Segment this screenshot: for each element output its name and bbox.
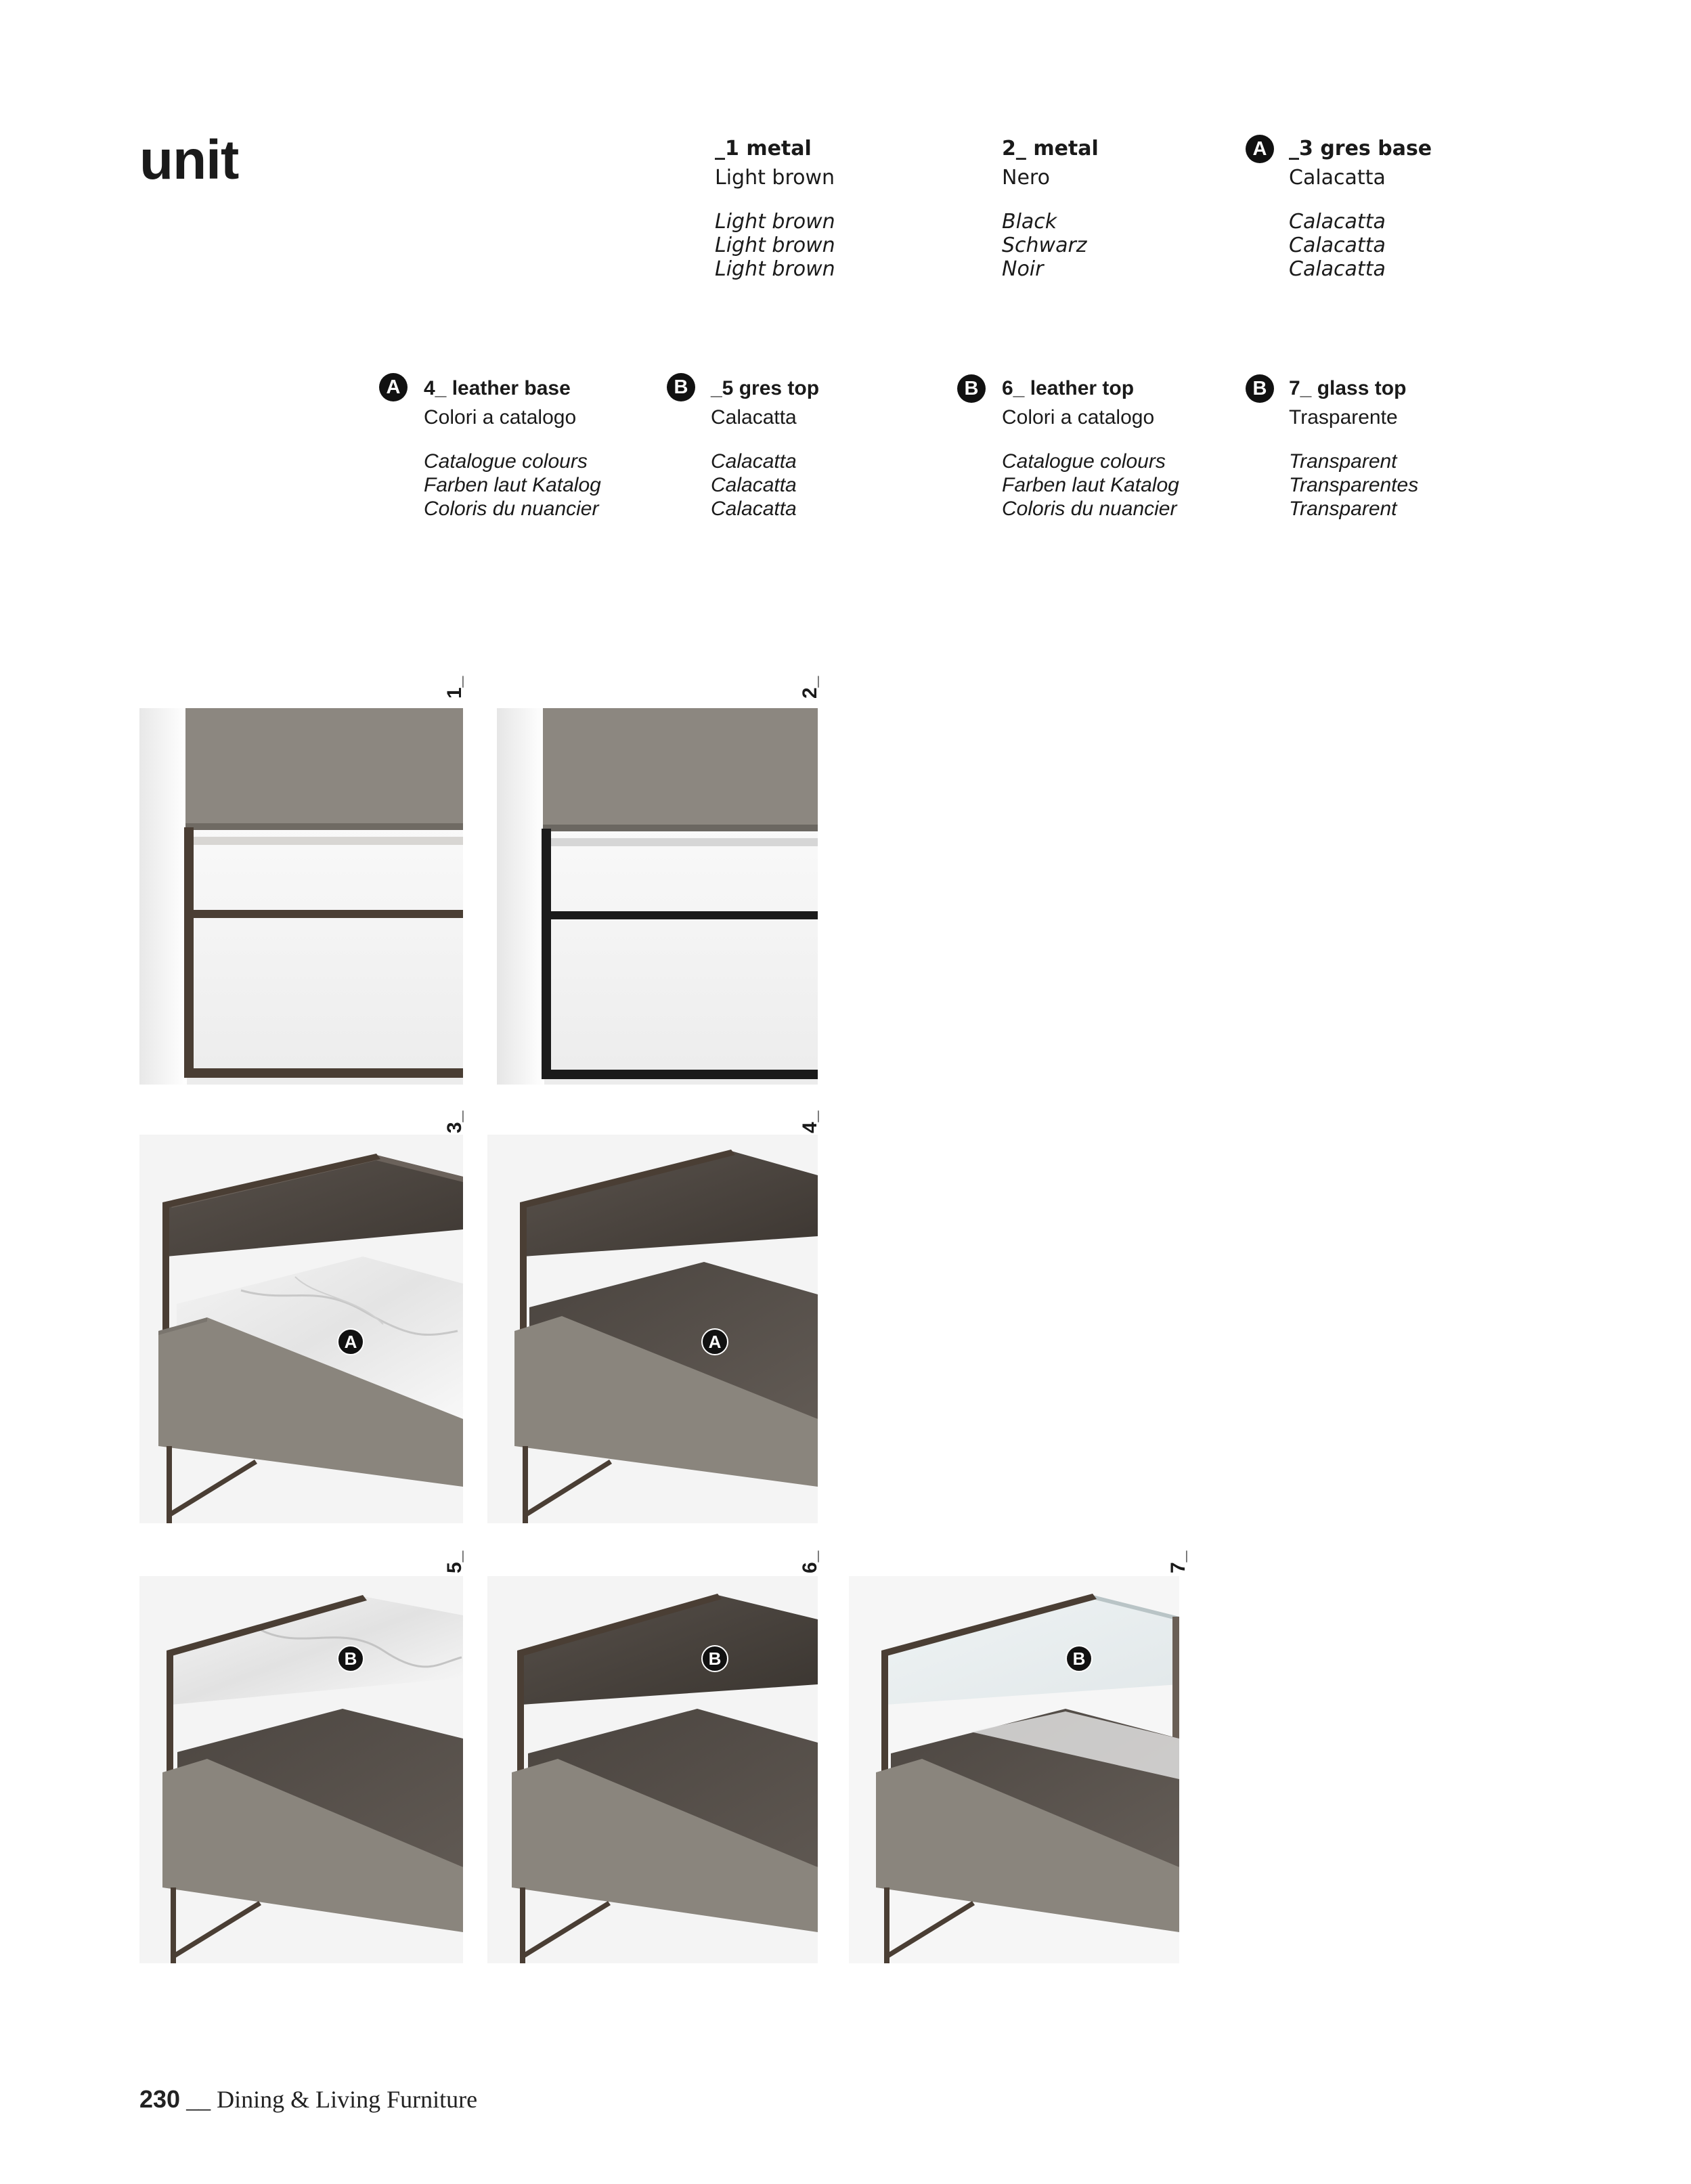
translation-fr: Coloris du nuancier: [424, 498, 599, 520]
spec-subtitle: Light brown: [715, 166, 835, 190]
translation-de: Transparentes: [1289, 474, 1419, 496]
spec-subtitle: Colori a catalogo: [424, 406, 577, 429]
photo-number: 2_: [799, 676, 821, 699]
translation-en: Catalogue colours: [1002, 450, 1166, 473]
badge-a-icon: A: [337, 1328, 364, 1355]
page-number: 230: [139, 2085, 181, 2113]
photo-number: 6_: [799, 1550, 821, 1573]
spec-metal-light-brown: [715, 137, 986, 281]
photo-number: 3_: [443, 1110, 466, 1133]
translation-en: Light brown: [715, 210, 835, 234]
page-title: unit: [139, 129, 239, 191]
spec-heading: 4_ leather base: [424, 377, 571, 399]
translation-en: Transparent: [1289, 450, 1397, 473]
spec-gres-top: [711, 376, 982, 521]
photo-leather-top: [487, 1576, 818, 1963]
translation-en: Black: [1002, 210, 1057, 234]
translation-fr: Light brown: [715, 257, 835, 281]
photo-gres-base: [139, 1135, 463, 1523]
badge-b-icon: B: [957, 374, 986, 403]
spec-translations: [424, 450, 695, 521]
photo-leather-base: [487, 1135, 818, 1523]
spec-heading: _1 metal: [715, 137, 812, 160]
translation-en: Catalogue colours: [424, 450, 588, 473]
translation-fr: Calacatta: [1289, 257, 1386, 281]
photo-gres-top: [139, 1576, 463, 1963]
spec-subtitle: Nero: [1002, 166, 1050, 190]
spec-heading: 7_ glass top: [1289, 377, 1407, 399]
photo-glass-top: [849, 1576, 1179, 1963]
spec-translations: [711, 450, 982, 521]
badge-b-icon: B: [667, 373, 695, 401]
photo-number: 7_: [1167, 1550, 1189, 1573]
footer-separator: __: [180, 2086, 217, 2113]
translation-de: Schwarz: [1002, 234, 1087, 257]
spec-gres-base: [1289, 137, 1560, 281]
spec-heading: 2_ metal: [1002, 137, 1099, 160]
photo-number: 1_: [443, 676, 466, 699]
translation-fr: Calacatta: [711, 498, 797, 520]
badge-b-icon: B: [1066, 1645, 1093, 1672]
translation-fr: Coloris du nuancier: [1002, 498, 1177, 520]
spec-translations: [715, 210, 986, 281]
spec-metal-nero: [1002, 137, 1273, 281]
spec-subtitle: Colori a catalogo: [1002, 406, 1155, 429]
photo-metal-light-brown: [139, 708, 463, 1085]
badge-b-icon: B: [337, 1645, 364, 1672]
badge-b-icon: B: [1246, 374, 1274, 403]
spec-subtitle: Calacatta: [1289, 166, 1386, 190]
spec-translations: [1289, 450, 1560, 521]
spec-heading: _3 gres base: [1289, 137, 1432, 160]
translation-en: Calacatta: [711, 450, 797, 473]
translation-de: Farben laut Katalog: [424, 474, 601, 496]
spec-translations: [1289, 210, 1560, 281]
spec-heading: _5 gres top: [711, 377, 820, 399]
badge-a-icon: A: [701, 1328, 728, 1355]
translation-fr: Noir: [1002, 257, 1044, 281]
page-footer: [139, 2085, 477, 2114]
spec-subtitle: Calacatta: [711, 406, 797, 429]
translation-de: Calacatta: [1289, 234, 1386, 257]
spec-heading: 6_ leather top: [1002, 377, 1135, 399]
translation-de: Light brown: [715, 234, 835, 257]
translation-fr: Transparent: [1289, 498, 1397, 520]
photo-number: 5_: [443, 1550, 466, 1573]
badge-a-icon: A: [379, 373, 408, 401]
translation-de: Calacatta: [711, 474, 797, 496]
spec-leather-top: [1002, 376, 1273, 521]
badge-a-icon: A: [1246, 135, 1274, 163]
translation-en: Calacatta: [1289, 210, 1386, 234]
spec-glass-top: [1289, 376, 1560, 521]
photo-metal-nero: [497, 708, 818, 1085]
spec-translations: [1002, 450, 1273, 521]
section-title: Dining & Living Furniture: [217, 2086, 478, 2113]
badge-b-icon: B: [701, 1645, 728, 1672]
photo-number: 4_: [799, 1110, 821, 1133]
spec-leather-base: [424, 376, 695, 521]
translation-de: Farben laut Katalog: [1002, 474, 1179, 496]
spec-subtitle: Trasparente: [1289, 406, 1398, 429]
spec-translations: [1002, 210, 1273, 281]
